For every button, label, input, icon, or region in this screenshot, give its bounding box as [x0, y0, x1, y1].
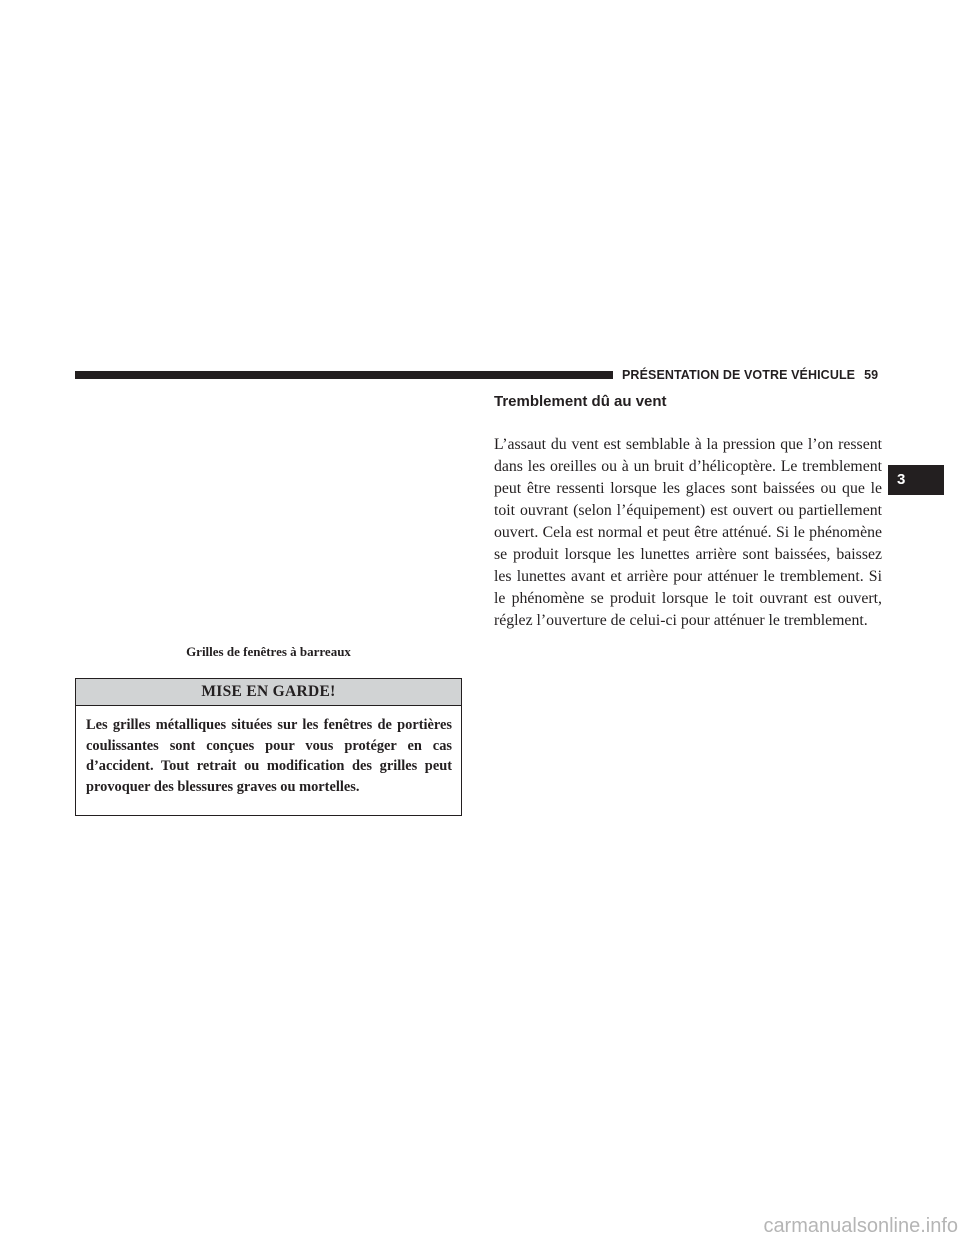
warning-box — [75, 678, 462, 816]
watermark: carmanualsonline.info — [763, 1215, 958, 1237]
section-title: Tremblement dû au vent — [494, 393, 667, 410]
header-section-name: PRÉSENTATION DE VOTRE VÉHICULE — [622, 368, 856, 382]
chapter-tab: 3 — [888, 465, 944, 495]
running-header — [622, 367, 884, 383]
section-body: L’assaut du vent est semblable à la pression que l’on ressent dans les oreilles ou à un bruit d’hélicoptère. Le tremblement peut être ressenti lorsque les glaces sont baissées ou que le toit ouvrant (selon l’équipement) est ouvert ou partiellement ouvert. Cela est normal et peut être atténué. Si le phénomène se produit lorsque les lunettes arrière sont baissées, baissez les lunettes avant et arrière pour atténuer le tremblement. Si le phénomène se produit lorsque le toit ouvrant est ouvert, réglez l’ouverture de celui-ci pour atténuer le tremblement. — [494, 436, 882, 629]
warning-title: MISE EN GARDE! — [76, 679, 461, 706]
figure-caption: Grilles de fenêtres à barreaux — [186, 644, 351, 659]
header-rule — [75, 371, 613, 379]
warning-body: Les grilles métalliques situées sur les fenêtres de portières coulissantes sont conçues pour vous protéger en cas d’accident. Tout retrait ou modification des grilles peut provoquer des blessures graves ou mortelles. — [86, 717, 452, 795]
page-number: 59 — [864, 368, 879, 382]
